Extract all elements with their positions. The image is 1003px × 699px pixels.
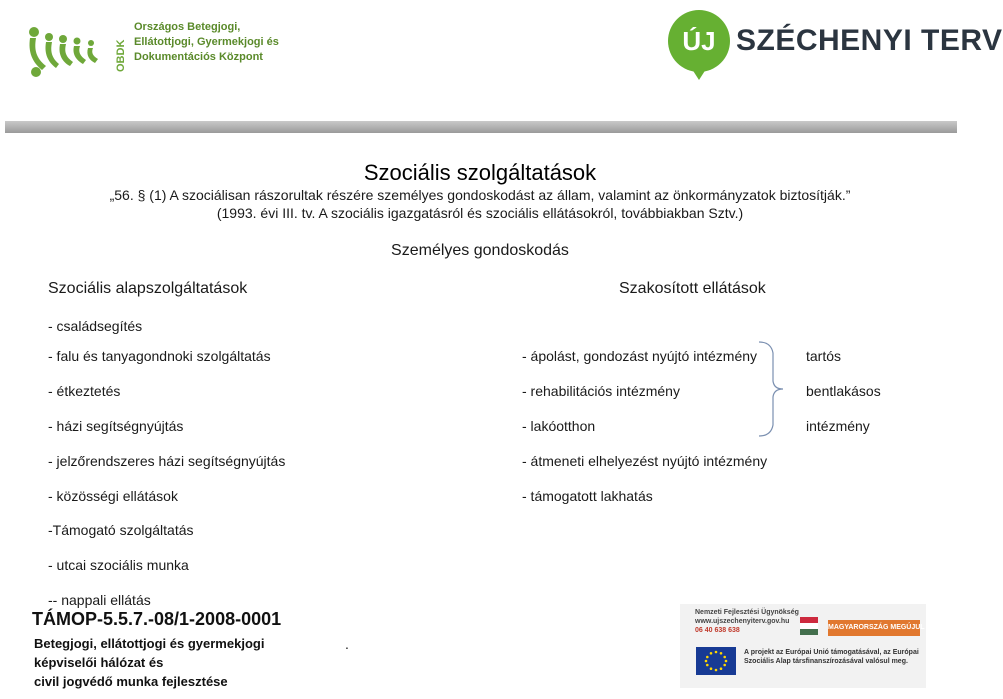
project-line: képviselői hálózat és (34, 655, 164, 670)
basic-service-item: - családsegítés (48, 318, 143, 334)
law-citation: (1993. évi III. tv. A szociális igazgatásról és szociális ellátásokról, továbbiakban Sztv.) (216, 205, 744, 221)
hungarian-flag-icon (800, 617, 818, 635)
project-line: civil jogvédő munka fejlesztése (34, 674, 228, 689)
nfu-line: 06 40 638 638 (695, 627, 740, 634)
nfu-contact (695, 608, 799, 635)
basic-service-item: - házi segítségnyújtás (48, 418, 184, 434)
uj-szechenyi-terv-badge: ÚJ (668, 10, 730, 72)
personal-care-heading: Személyes gondoskodás (391, 242, 569, 259)
bracket-annotation: bentlakásos (806, 383, 881, 399)
basic-services-heading: Szociális alapszolgáltatások (48, 280, 248, 297)
specialized-care-item: - ápolást, gondozást nyújtó intézmény (522, 348, 758, 364)
bracket-annotation: intézmény (806, 418, 870, 434)
basic-service-item: - étkeztetés (48, 383, 121, 399)
svg-text:OBDK: OBDK (115, 39, 127, 72)
specialized-care-item: - lakóotthon (522, 418, 596, 434)
basic-service-item: -- nappali ellátás (48, 592, 151, 608)
specialized-care-heading: Szakosított ellátások (619, 280, 766, 297)
badge-pin-icon (690, 66, 708, 80)
eu-line: Szociális Alap társfinanszírozásával valósul meg. (744, 658, 908, 665)
specialized-care-item: - rehabilitációs intézmény (522, 383, 680, 399)
bracket-annotation: tartós (806, 348, 842, 364)
obdk-line-2: Ellátottjogi, Gyermekjogi és (134, 36, 279, 48)
project-line: Betegjogi, ellátottjogi és gyermekjogi (34, 636, 265, 651)
obdk-line-1: Országos Betegjogi, (134, 21, 241, 33)
basic-service-item: - közösségi ellátások (48, 488, 178, 504)
eu-funding-notice (744, 648, 919, 666)
basic-service-item: - jelzőrendszeres házi segítségnyújtás (48, 453, 286, 469)
header-divider (5, 121, 957, 133)
law-quote: „56. § (1) A szociálisan rászorultak részére személyes gondoskodást az állam, valamint az önkormányzatok biztosítják.” (109, 187, 851, 203)
eu-flag-icon (696, 647, 736, 675)
basic-service-item: - falu és tanyagondnoki szolgáltatás (48, 348, 271, 364)
page-title: Szociális szolgáltatások (363, 160, 597, 185)
nfu-line: Nemzeti Fejlesztési Ügynökség (695, 609, 799, 616)
basic-service-item: - utcai szociális munka (48, 557, 189, 573)
nfu-line: www.ujszechenyiterv.gov.hu (695, 618, 790, 625)
uj-szechenyi-terv-logo-text: SZÉCHENYI TERV (736, 24, 1003, 57)
obdk-organization-name (134, 20, 279, 65)
obdk-line-3: Dokumentációs Központ (134, 51, 263, 63)
right-bracket (757, 341, 785, 437)
eu-line: A projekt az Európai Unió támogatásával, az Európai (744, 649, 919, 656)
project-description (34, 634, 264, 691)
stray-dot: . (345, 636, 349, 652)
hungary-renews-banner: MAGYARORSZÁG MEGÚJUL (828, 620, 920, 636)
specialized-care-item: - támogatott lakhatás (522, 488, 653, 504)
specialized-care-item: - átmeneti elhelyezést nyújtó intézmény (522, 453, 768, 469)
project-code: TÁMOP-5.5.7.-08/1-2008-0001 (32, 609, 282, 629)
basic-service-item: -Támogató szolgáltatás (48, 522, 194, 538)
